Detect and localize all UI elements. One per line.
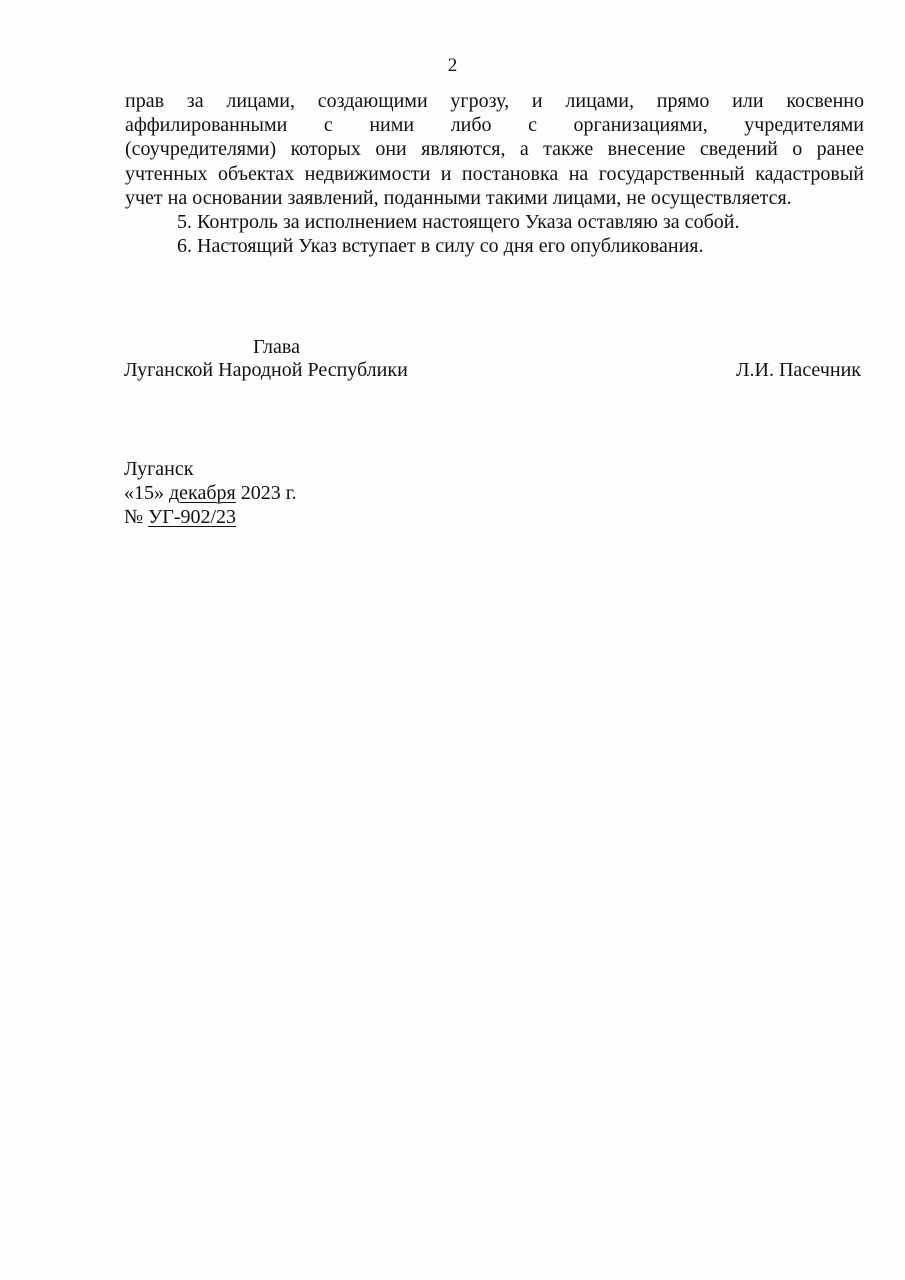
date-day: «15» [124, 482, 164, 504]
continued-paragraph [125, 89, 864, 210]
number-sign: № [124, 506, 144, 528]
date-month: декабря [169, 482, 236, 504]
decree-item-5: 5. Контроль за исполнением настоящего Указа оставляю за собой. [177, 211, 740, 234]
paragraph-line: аффилированными с ними либо с организациями, учредителями [125, 114, 864, 137]
decree-item-6: 6. Настоящий Указ вступает в силу со дня его опубликования. [177, 235, 704, 258]
number-value: УГ-902/23 [148, 506, 237, 528]
decree-body [125, 89, 864, 258]
decree-number [124, 505, 297, 529]
decree-date [124, 481, 297, 505]
signature-organization: Луганской Народной Республики [124, 359, 408, 381]
place-date-number-block [124, 457, 297, 529]
page-number: 2 [447, 55, 458, 76]
paragraph-line: учтенных объектах недвижимости и постановка на государственный кадастровый [125, 162, 864, 185]
paragraph-line: прав за лицами, создающими угрозу, и лицами, прямо или косвенно [125, 90, 864, 112]
signatory-name: Л.И. Пасечник [735, 359, 861, 381]
city: Луганск [124, 458, 194, 480]
signature-title: Глава [253, 336, 300, 358]
paragraph-line: (соучредителями) которых они являются, а также внесение сведений о ранее [125, 138, 864, 161]
paragraph-line: учет на основании заявлений, поданными такими лицами, не осуществляется. [125, 186, 792, 209]
date-year: 2023 г. [240, 482, 297, 504]
